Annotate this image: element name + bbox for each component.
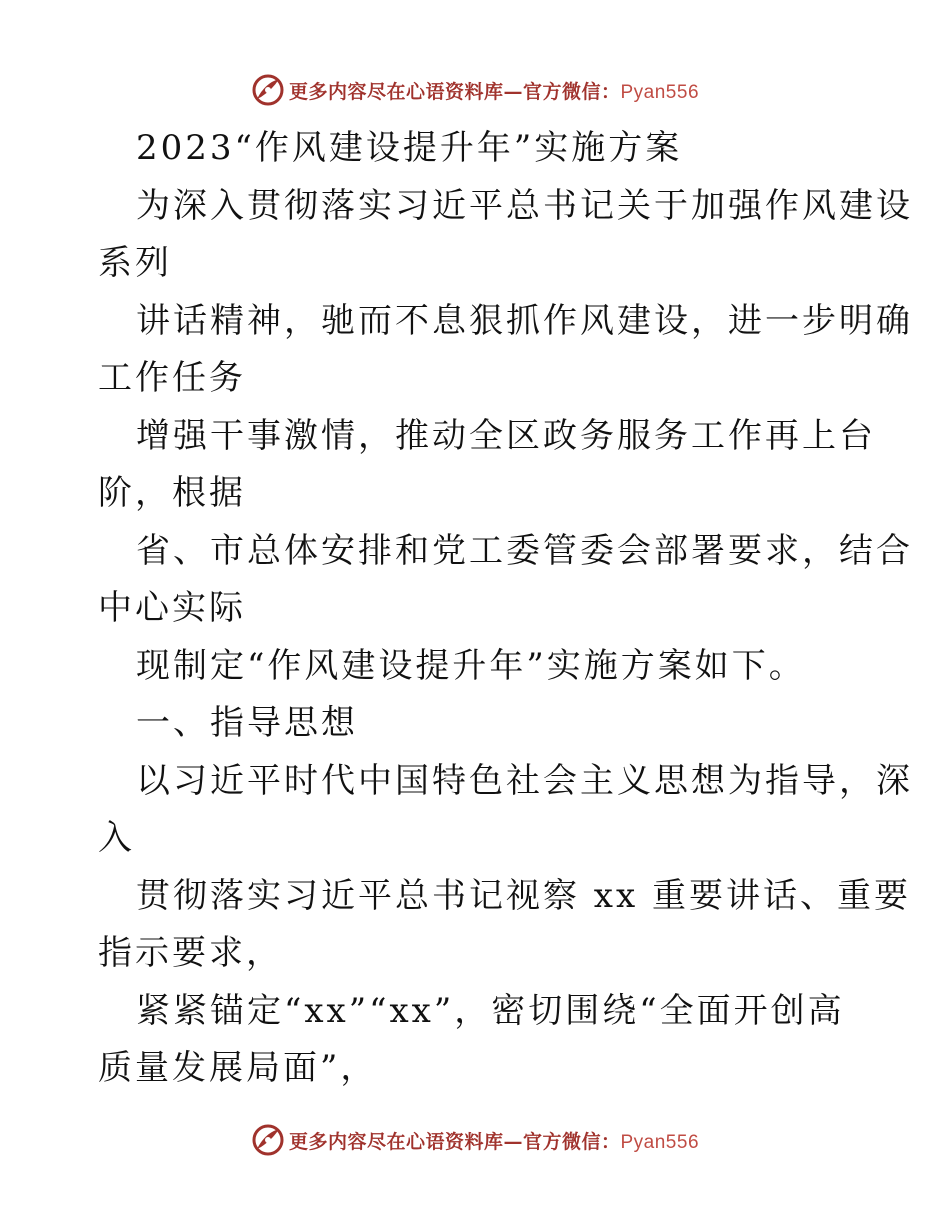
paragraph-continuation-line: 质量发展局面”， (98, 1048, 378, 1088)
paragraph-continuation-line: 指示要求， (98, 933, 283, 973)
footer-watermark (0, 1120, 950, 1160)
paragraph-continuation-line: 系列 (98, 243, 172, 283)
paragraph-line: 贯彻落实习近平总书记视察 xx 重要讲话、重要 (136, 876, 911, 916)
paragraph-line: 省、市总体安排和党工委管委会部署要求，结合 (136, 531, 913, 571)
paragraph-continuation-line: 入 (98, 818, 135, 858)
paragraph-line: 增强干事激情，推动全区政务服务工作再上台 (136, 416, 876, 456)
paragraph-continuation-line: 工作任务 (98, 358, 246, 398)
watermark-label: 更多内容尽在心语资料库—官方微信： (288, 1130, 621, 1153)
paragraph-line: 讲话精神，驰而不息狠抓作风建设，进一步明确 (136, 301, 913, 341)
paragraph-line: 一、指导思想 (136, 703, 358, 743)
paragraph-line: 为深入贯彻落实习近平总书记关于加强作风建设 (136, 186, 913, 226)
paragraph-continuation-line: 阶，根据 (98, 473, 246, 513)
paragraph-line: 现制定“作风建设提升年”实施方案如下。 (136, 646, 806, 686)
paragraph-continuation-line: 中心实际 (98, 588, 246, 628)
watermark-id: Pyan556 (620, 81, 700, 103)
paragraph-line: 2023“作风建设提升年”实施方案 (136, 128, 683, 168)
watermark-label: 更多内容尽在心语资料库—官方微信： (288, 80, 621, 103)
watermark-text (289, 77, 699, 104)
watermark-id: Pyan556 (620, 1131, 700, 1153)
pen-logo-icon (251, 1123, 285, 1157)
paragraph-line: 紧紧锚定“xx”“xx”，密切围绕“全面开创高 (136, 991, 845, 1031)
header-watermark (0, 70, 950, 110)
watermark-text (289, 1127, 699, 1154)
paragraph-line: 以习近平时代中国特色社会主义思想为指导，深 (136, 761, 913, 801)
pen-logo-icon (251, 73, 285, 107)
